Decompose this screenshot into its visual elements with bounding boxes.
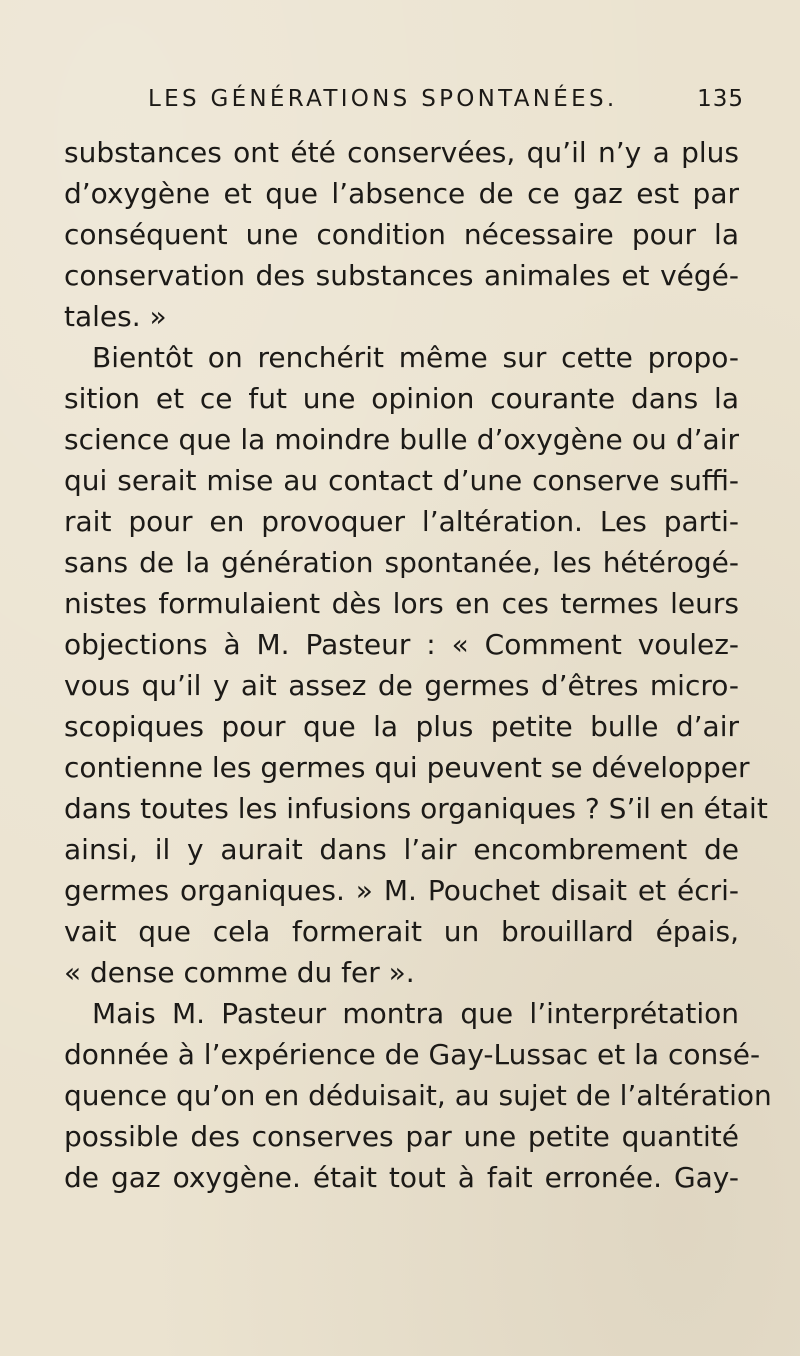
body-text — [64, 132, 772, 1198]
text-line: possible des conserves par une petite quantité — [64, 1120, 739, 1153]
running-title: LES GÉNÉRATIONS SPONTANÉES. — [148, 86, 618, 112]
text-line: « dense comme du fer ». — [64, 956, 415, 989]
text-line: germes organiques. » M. Pouchet disait et écri- — [64, 874, 739, 907]
text-line: quence qu’on en déduisait, au sujet de l’altération — [64, 1079, 772, 1112]
text-line: qui serait mise au contact d’une conserve suffi- — [64, 464, 739, 497]
text-line: d’oxygène et que l’absence de ce gaz est par — [64, 177, 739, 210]
text-line: Bientôt on renchérit même sur cette propo- — [92, 341, 739, 374]
running-head — [148, 80, 744, 118]
text-line: vous qu’il y ait assez de germes d’êtres micro- — [64, 669, 739, 702]
text-line: de gaz oxygène. était tout à fait erronée. Gay- — [64, 1161, 739, 1194]
text-line: substances ont été conservées, qu’il n’y a plus — [64, 136, 739, 169]
text-line: tales. » — [64, 300, 167, 333]
text-line: vait que cela formerait un brouillard épais, — [64, 915, 739, 948]
text-line: conséquent une condition nécessaire pour la — [64, 218, 739, 251]
page-number: 135 — [697, 86, 744, 112]
text-line: science que la moindre bulle d’oxygène ou d’air — [64, 423, 739, 456]
text-line: nistes formulaient dès lors en ces termes leurs — [64, 587, 739, 620]
text-line: Mais M. Pasteur montra que l’interprétation — [92, 997, 739, 1030]
text-line: sans de la génération spontanée, les hétérogé- — [64, 546, 739, 579]
book-page — [64, 80, 772, 1198]
text-line: rait pour en provoquer l’altération. Les parti- — [64, 505, 739, 538]
text-line: donnée à l’expérience de Gay-Lussac et la consé- — [64, 1038, 761, 1071]
text-line: objections à M. Pasteur : « Comment voulez- — [64, 628, 739, 661]
text-line: sition et ce fut une opinion courante dans la — [64, 382, 739, 415]
text-line: conservation des substances animales et végé- — [64, 259, 739, 292]
text-line: scopiques pour que la plus petite bulle d’air — [64, 710, 739, 743]
text-line: dans toutes les infusions organiques ? S’il en était — [64, 792, 768, 825]
text-line: ainsi, il y aurait dans l’air encombrement de — [64, 833, 739, 866]
text-line: contienne les germes qui peuvent se développer — [64, 751, 750, 784]
